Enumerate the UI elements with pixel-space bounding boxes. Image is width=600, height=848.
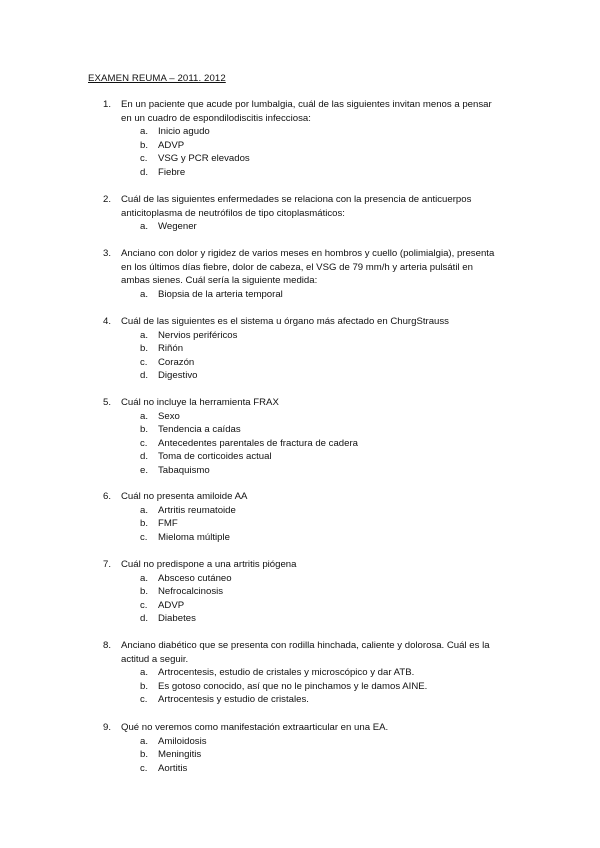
- question-number: 7.: [103, 559, 112, 570]
- answer-option: [0, 735, 600, 749]
- question-number: 6.: [103, 491, 112, 502]
- option-letter: d.: [140, 613, 149, 625]
- option-letter: a.: [140, 288, 149, 300]
- question-number: 4.: [103, 316, 112, 327]
- option-list: [0, 220, 600, 234]
- question-text-line: en un cuadro de espondilodiscitis infecciosa:: [121, 112, 311, 124]
- option-letter: a.: [140, 572, 149, 584]
- question-text: [121, 490, 521, 504]
- question-text-line: Cuál no presenta amiloide AA: [121, 491, 248, 502]
- option-text: Tabaquismo: [158, 464, 210, 476]
- question-text: [121, 247, 521, 288]
- question-text-line: Anciano con dolor y rigidez de varios meses en hombros y cuello (polimialgia), presenta: [121, 248, 495, 259]
- answer-option: [0, 748, 600, 762]
- option-letter: c.: [140, 694, 148, 706]
- option-text: Inicio agudo: [158, 126, 210, 138]
- option-list: [0, 125, 600, 179]
- option-letter: b.: [140, 586, 149, 598]
- option-letter: c.: [140, 437, 148, 449]
- option-text: Diabetes: [158, 613, 196, 625]
- answer-option: [0, 572, 600, 586]
- answer-option: [0, 599, 600, 613]
- answer-option: [0, 504, 600, 518]
- question-text-line: Cuál no incluye la herramienta FRAX: [121, 397, 279, 408]
- option-letter: c.: [140, 531, 148, 543]
- question-text-line: ambas sienes. Cuál sería la siguiente medida:: [121, 275, 318, 287]
- answer-option: [0, 342, 600, 356]
- option-letter: a.: [140, 329, 149, 341]
- question-text-line: Cuál de las siguientes es el sistema u órgano más afectado en ChurgStrauss: [121, 316, 449, 327]
- option-list: [0, 288, 600, 302]
- option-text: Absceso cutáneo: [158, 572, 232, 584]
- question-text: [121, 315, 521, 329]
- option-text: ADVP: [158, 599, 185, 611]
- option-text: FMF: [158, 518, 178, 530]
- answer-option: [0, 166, 600, 180]
- option-text: Meningitis: [158, 749, 202, 761]
- question-text-line: Qué no veremos como manifestación extraarticular en una EA.: [121, 722, 389, 733]
- option-letter: b.: [140, 424, 149, 436]
- option-text: Mieloma múltiple: [158, 531, 230, 543]
- option-text: Nervios periféricos: [158, 329, 238, 341]
- option-list: [0, 329, 600, 383]
- option-letter: a.: [140, 126, 149, 138]
- option-letter: a.: [140, 667, 149, 679]
- option-text: Biopsia de la arteria temporal: [158, 288, 283, 300]
- option-letter: d.: [140, 370, 149, 382]
- option-letter: c.: [140, 599, 148, 611]
- answer-option: [0, 329, 600, 343]
- question-number: 8.: [103, 640, 112, 651]
- answer-option: [0, 288, 600, 302]
- option-text: Amiloidosis: [158, 735, 207, 747]
- answer-option: [0, 139, 600, 153]
- question-number: 5.: [103, 397, 112, 408]
- option-list: [0, 410, 600, 478]
- answer-option: [0, 423, 600, 437]
- answer-option: [0, 680, 600, 694]
- question-number: 3.: [103, 248, 112, 259]
- option-list: [0, 572, 600, 626]
- question-text-line: En un paciente que acude por lumbalgia, cuál de las siguientes invitan menos a pensar: [121, 99, 492, 110]
- question-text: [121, 193, 521, 220]
- question-text-line: Cuál de las siguientes enfermedades se relaciona con la presencia de anticuerpos: [121, 194, 472, 205]
- option-text: Aortitis: [158, 762, 188, 774]
- question-text-line: anticitoplasma de neutrófilos de tipo citoplasmáticos:: [121, 207, 345, 219]
- question-number: 9.: [103, 722, 112, 733]
- answer-option: [0, 517, 600, 531]
- answer-option: [0, 464, 600, 478]
- answer-option: [0, 693, 600, 707]
- option-letter: a.: [140, 410, 149, 422]
- option-text: Wegener: [158, 221, 197, 233]
- option-text: Sexo: [158, 410, 180, 422]
- option-text: Tendencia a caídas: [158, 424, 241, 436]
- option-text: Digestivo: [158, 370, 198, 382]
- option-text: Fiebre: [158, 166, 186, 178]
- option-letter: c.: [140, 153, 148, 165]
- answer-option: [0, 450, 600, 464]
- question-text-line: en los últimos días fiebre, dolor de cabeza, el VSG de 79 mm/h y arteria pulsátil en: [121, 261, 473, 273]
- answer-option: [0, 125, 600, 139]
- option-letter: b.: [140, 749, 149, 761]
- answer-option: [0, 531, 600, 545]
- option-text: Riñón: [158, 343, 184, 355]
- answer-option: [0, 356, 600, 370]
- answer-option: [0, 152, 600, 166]
- answer-option: [0, 369, 600, 383]
- option-text: Artritis reumatoide: [158, 504, 236, 516]
- option-letter: a.: [140, 735, 149, 747]
- answer-option: [0, 437, 600, 451]
- option-text: Nefrocalcinosis: [158, 586, 224, 598]
- option-letter: b.: [140, 680, 149, 692]
- option-text: Toma de corticoides actual: [158, 451, 272, 463]
- option-letter: a.: [140, 221, 149, 233]
- option-letter: e.: [140, 464, 149, 476]
- answer-option: [0, 762, 600, 776]
- question-text-line: actitud a seguir.: [121, 653, 189, 665]
- answer-option: [0, 220, 600, 234]
- question-text: [121, 396, 521, 410]
- option-list: [0, 735, 600, 776]
- question-number: 1.: [103, 99, 112, 110]
- option-text: VSG y PCR elevados: [158, 153, 250, 165]
- option-letter: d.: [140, 166, 149, 178]
- question-text: [121, 639, 521, 666]
- answer-option: [0, 666, 600, 680]
- option-letter: b.: [140, 343, 149, 355]
- answer-option: [0, 585, 600, 599]
- option-text: Artrocentesis y estudio de cristales.: [158, 694, 309, 706]
- question-text-line: Cuál no predispone a una artritis piógena: [121, 559, 297, 570]
- question-text-line: Anciano diabético que se presenta con rodilla hinchada, caliente y dolorosa. Cuál es la: [121, 640, 490, 651]
- option-letter: c.: [140, 356, 148, 368]
- option-letter: b.: [140, 518, 149, 530]
- option-letter: c.: [140, 762, 148, 774]
- option-text: Antecedentes parentales de fractura de cadera: [158, 437, 359, 449]
- question-text: [121, 558, 521, 572]
- question-text: [121, 98, 521, 125]
- option-letter: a.: [140, 504, 149, 516]
- option-text: Artrocentesis, estudio de cristales y microscópico y dar ATB.: [158, 667, 415, 679]
- option-text: ADVP: [158, 139, 185, 151]
- option-letter: b.: [140, 139, 149, 151]
- option-list: [0, 504, 600, 545]
- question-number: 2.: [103, 194, 112, 205]
- question-text: [121, 721, 521, 735]
- answer-option: [0, 410, 600, 424]
- answer-option: [0, 612, 600, 626]
- option-list: [0, 666, 600, 707]
- exam-title: EXAMEN REUMA – 2011. 2012: [88, 73, 226, 84]
- option-text: Es gotoso conocido, así que no le pinchamos y le damos AINE.: [158, 680, 428, 692]
- option-letter: d.: [140, 451, 149, 463]
- option-text: Corazón: [158, 356, 195, 368]
